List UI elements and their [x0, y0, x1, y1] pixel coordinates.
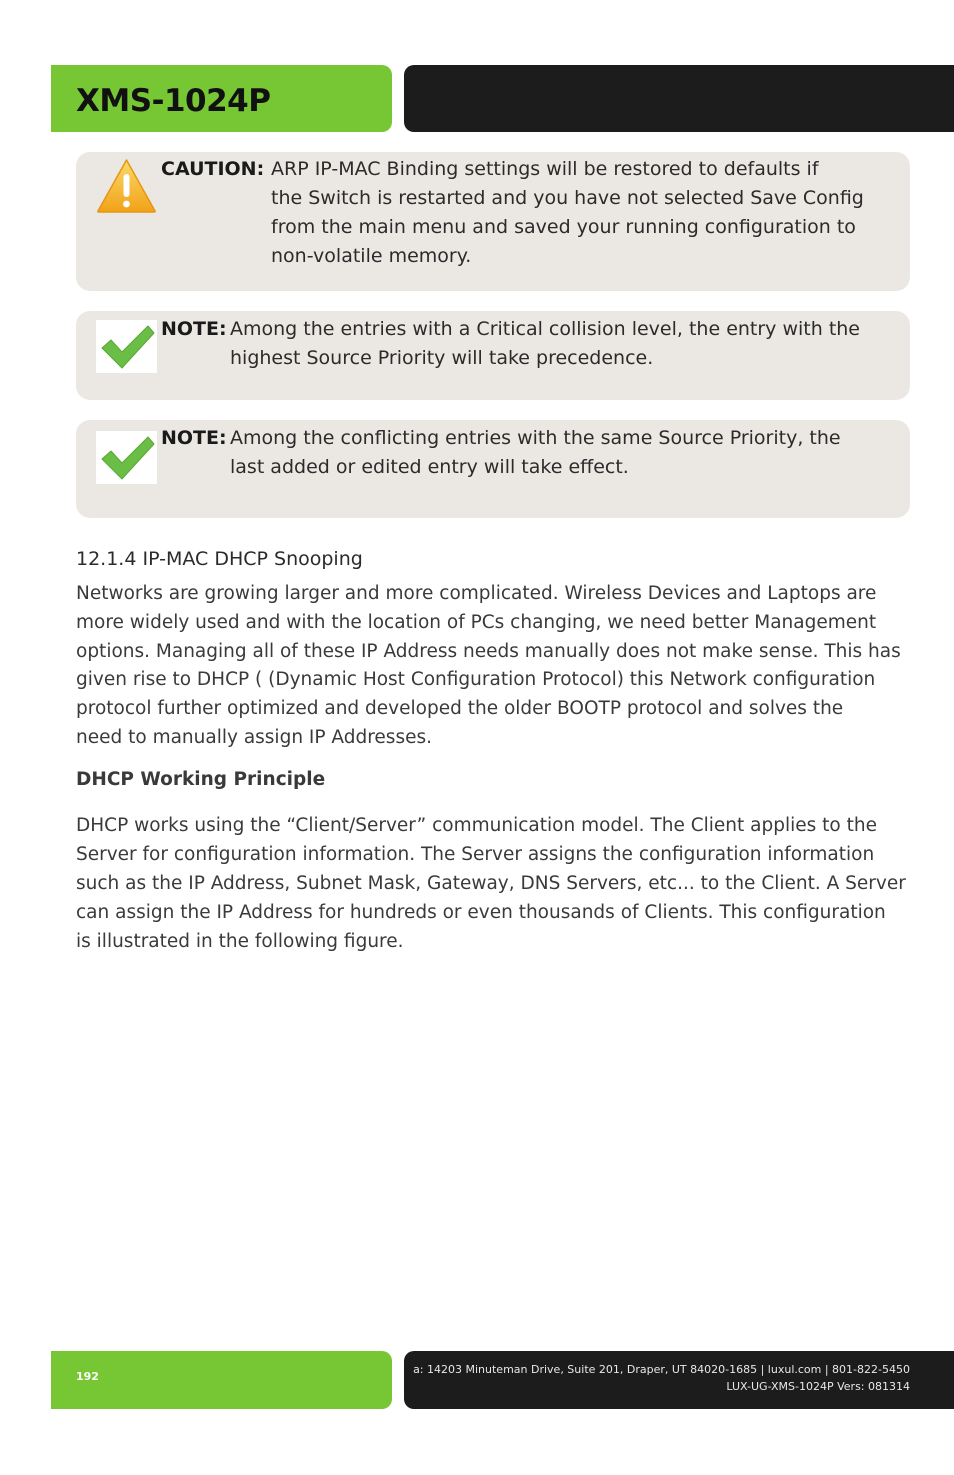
checkmark-icon: [96, 320, 157, 373]
note-2-line-1: Among the conflicting entries with the same Source Priority, the: [230, 427, 841, 449]
page-title: XMS-1024P: [76, 83, 271, 119]
footer-address: a: 14203 Minuteman Drive, Suite 201, Draper, UT 84020-1685 | luxul.com | 801-822-5450: [413, 1363, 910, 1376]
body-line-1: DHCP works using the “Client/Server” communication model. The Client applies to the: [76, 815, 877, 836]
checkmark-icon: [96, 431, 157, 484]
caution-line-2: the Switch is restarted and you have not selected Save Config: [271, 187, 864, 209]
header-title-bar: [51, 65, 392, 132]
intro-line-5: protocol further optimized and developed the older BOOTP protocol and solves the: [76, 698, 844, 719]
intro-line-6: need to manually assign IP Addresses.: [76, 727, 432, 748]
caution-line-1: ARP IP-MAC Binding settings will be restored to defaults if: [271, 158, 819, 180]
footer-page-bar: [51, 1351, 392, 1409]
caution-line-3: from the main menu and saved your running configuration to: [271, 216, 856, 238]
footer-doc-version: LUX-UG-XMS-1024P Vers: 081314: [726, 1380, 910, 1393]
header-dark-bar: [404, 65, 954, 132]
note-2-line-2: last added or edited entry will take effect.: [230, 456, 629, 478]
body-line-5: is illustrated in the following figure.: [76, 931, 404, 952]
intro-line-2: more widely used and with the location of PCs changing, we need better Management: [76, 612, 877, 633]
intro-line-4: given rise to DHCP ( (Dynamic Host Configuration Protocol) this Network configuration: [76, 669, 876, 690]
note-box-2: [76, 420, 910, 518]
caution-label: CAUTION:: [161, 158, 265, 180]
warning-triangle-icon: [96, 158, 157, 214]
body-line-2: Server for configuration information. The Server assigns the configuration information: [76, 844, 875, 865]
note-2-label: NOTE:: [161, 427, 227, 449]
note-1-label: NOTE:: [161, 318, 227, 340]
caution-line-4: non-volatile memory.: [271, 245, 472, 267]
subheading: DHCP Working Principle: [76, 769, 326, 790]
note-box-1: [76, 311, 910, 400]
footer-info-bar: [404, 1351, 954, 1409]
intro-line-3: options. Managing all of these IP Address needs manually does not make sense. This has: [76, 641, 901, 662]
intro-line-1: Networks are growing larger and more complicated. Wireless Devices and Laptops are: [76, 583, 877, 604]
note-1-line-1: Among the entries with a Critical collision level, the entry with the: [230, 318, 860, 340]
body-line-4: can assign the IP Address for hundreds or even thousands of Clients. This configuration: [76, 902, 886, 923]
caution-box: [76, 152, 910, 291]
body-line-3: such as the IP Address, Subnet Mask, Gateway, DNS Servers, etc... to the Client. A Server: [76, 873, 906, 894]
page-number: 192: [76, 1370, 99, 1383]
note-1-line-2: highest Source Priority will take precedence.: [230, 347, 654, 369]
section-heading: 12.1.4 IP-MAC DHCP Snooping: [76, 548, 363, 570]
